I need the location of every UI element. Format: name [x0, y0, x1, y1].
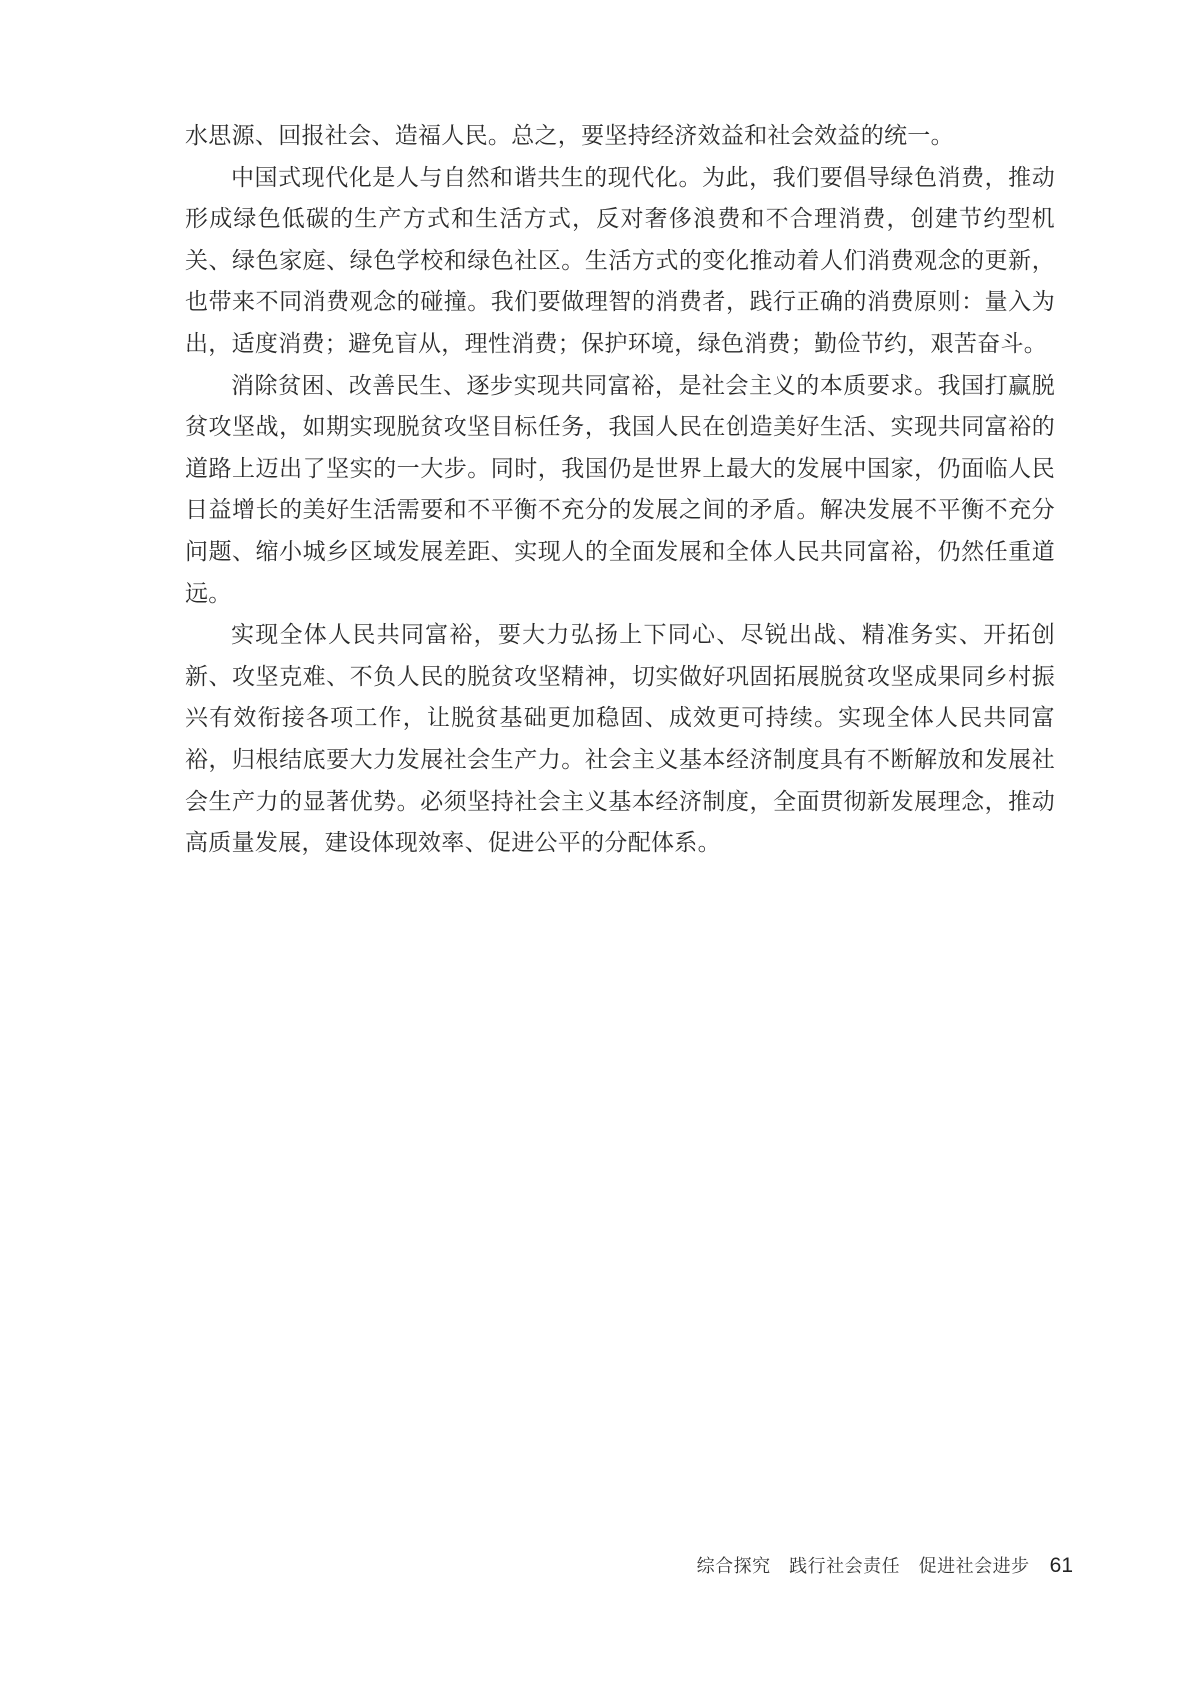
page-number: 61: [1049, 1554, 1073, 1577]
paragraph-green-consumption: 中国式现代化是人与自然和谐共生的现代化。为此，我们要倡导绿色消费，推动形成绿色低碳的生产方式和生活方式，反对奢侈浪费和不合理消费，创建节约型机关、绿色家庭、绿色学校和绿色社区。生活方式的变化推动着人们消费观念的更新，也带来不同消费观念的碰撞。我们要做理智的消费者，践行正确的消费原则：量入为出，适度消费；避免盲从，理性消费；保护环境，绿色消费；勤俭节约，艰苦奋斗。: [185, 164, 1055, 357]
paragraph-common-prosperity: 消除贫困、改善民生、逐步实现共同富裕，是社会主义的本质要求。我国打赢脱贫攻坚战，如期实现脱贫攻坚目标任务，我国人民在创造美好生活、实现共同富裕的道路上迈出了坚实的一大步。同时，我国仍是世界上最大的发展中国家，仍面临人民日益增长的美好生活需要和不平衡不充分的发展之间的矛盾。解决发展不平衡不充分问题、缩小城乡区域发展差距、实现人的全面发展和全体人民共同富裕，仍然任重道远。: [185, 372, 1055, 607]
paragraph-continuation: 水思源、回报社会、造福人民。总之，要坚持经济效益和社会效益的统一。: [185, 123, 954, 149]
body-text: [185, 116, 1055, 865]
page-footer: [697, 1552, 1073, 1578]
running-title: 综合探究 践行社会责任 促进社会进步: [696, 1556, 1030, 1577]
paragraph-poverty-alleviation-spirit: 实现全体人民共同富裕，要大力弘扬上下同心、尽锐出战、精准务实、开拓创新、攻坚克难、不负人民的脱贫攻坚精神，切实做好巩固拓展脱贫攻坚成果同乡村振兴有效衔接各项工作，让脱贫基础更加稳固、成效更可持续。实现全体人民共同富裕，归根结底要大力发展社会生产力。社会主义基本经济制度具有不断解放和发展社会生产力的显著优势。必须坚持社会主义基本经济制度，全面贯彻新发展理念，推动高质量发展，建设体现效率、促进公平的分配体系。: [185, 622, 1055, 857]
